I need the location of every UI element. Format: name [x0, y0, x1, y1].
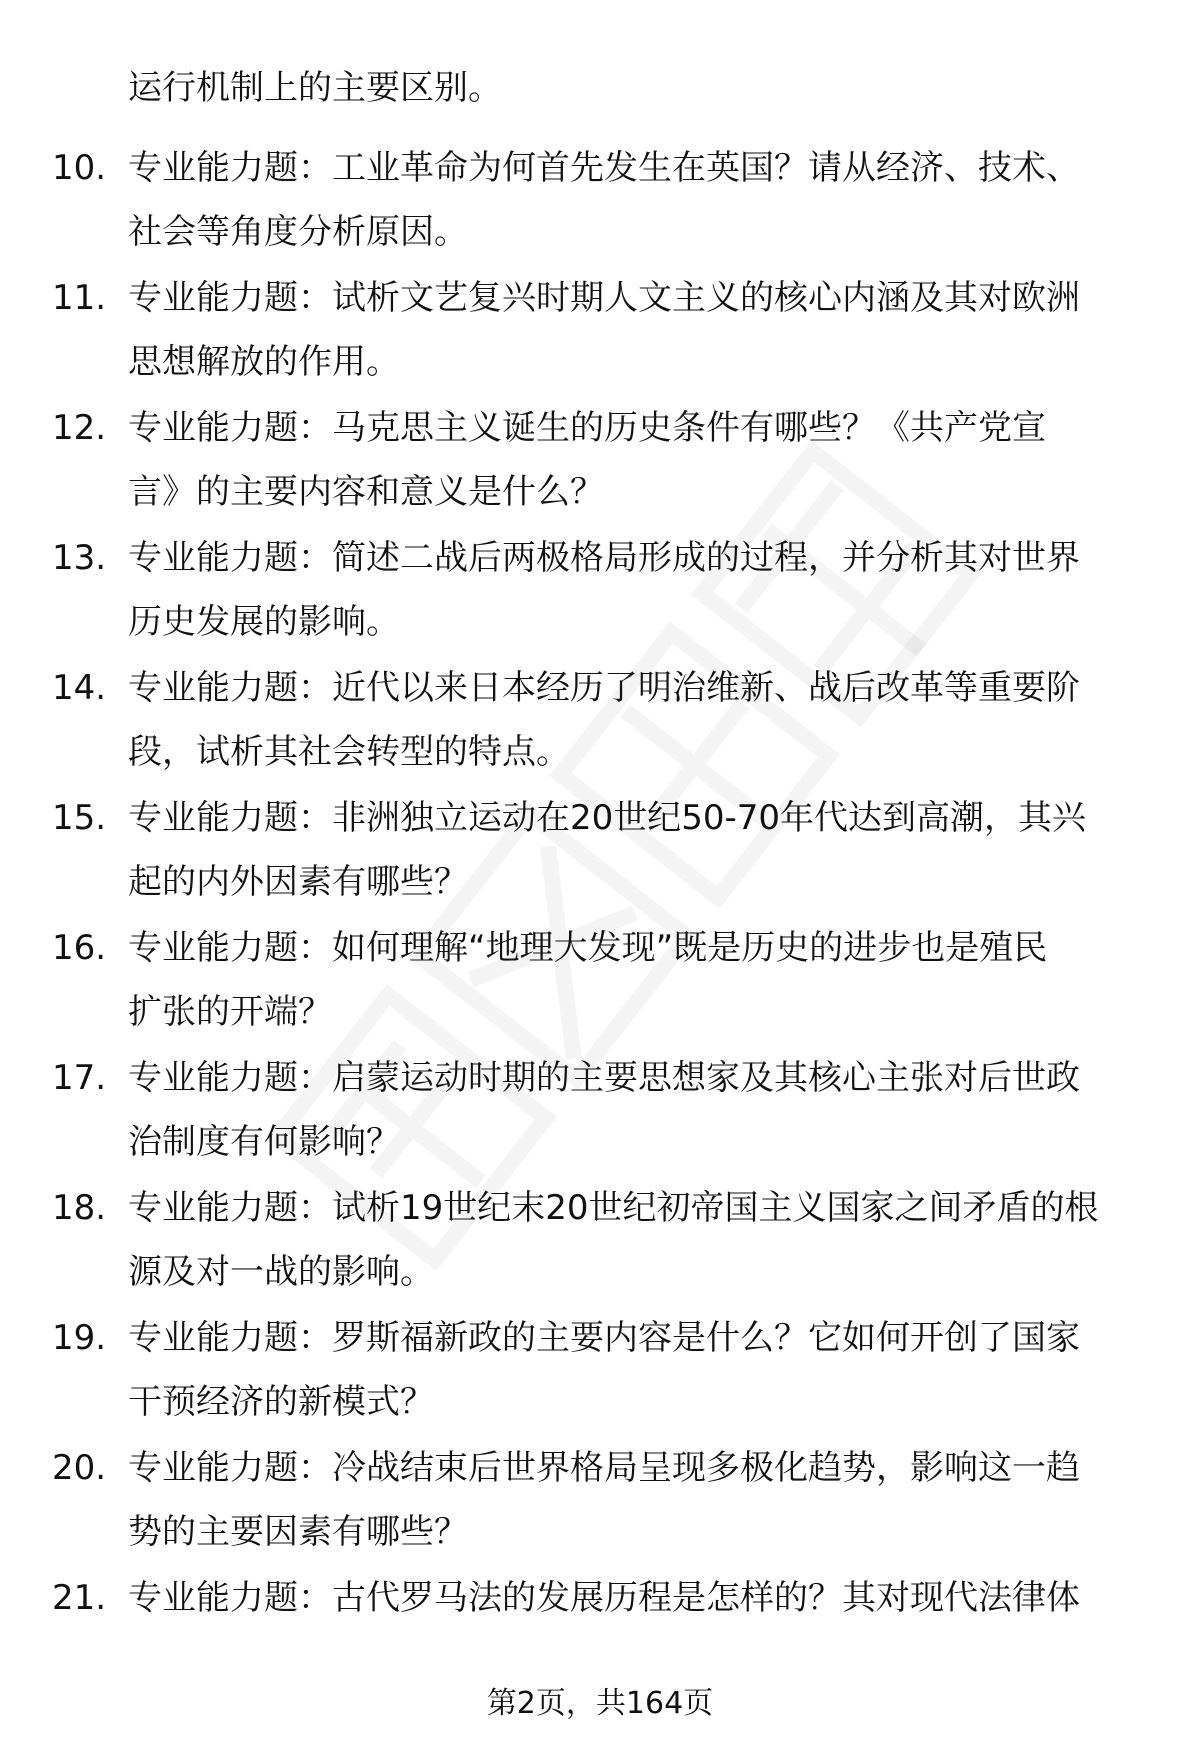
question-text — [128, 396, 1148, 524]
question-text-line: 言》的主要内容和意义是什么？ — [128, 472, 604, 512]
question-text — [128, 266, 1148, 394]
question-text — [128, 136, 1148, 264]
question-text-line: 思想解放的作用。 — [128, 342, 400, 382]
question-number: 12. — [52, 408, 107, 448]
question-text-line: 专业能力题：试析文艺复兴时期人文主义的核心内涵及其对欧洲 — [128, 278, 1080, 318]
question-text-line: 治制度有何影响？ — [128, 1122, 400, 1162]
question-list — [0, 136, 1200, 1696]
question-item — [0, 526, 1200, 656]
question-text-line: 专业能力题：近代以来日本经历了明治维新、战后改革等重要阶 — [128, 668, 1080, 708]
question-text — [128, 526, 1148, 654]
question-text-line: 专业能力题：罗斯福新政的主要内容是什么？它如何开创了国家 — [128, 1318, 1080, 1358]
question-text-line: 专业能力题：非洲独立运动在20世纪50-70年代达到高潮，其兴 — [128, 798, 1087, 838]
question-text-line: 专业能力题：工业革命为何首先发生在英国？请从经济、技术、 — [128, 148, 1080, 188]
question-text-line: 起的内外因素有哪些？ — [128, 862, 468, 902]
question-text — [128, 656, 1148, 784]
question-item — [0, 1566, 1200, 1696]
question-text-line: 干预经济的新模式？ — [128, 1382, 434, 1422]
question-text-line: 扩张的开端？ — [128, 992, 332, 1032]
question-number: 14. — [52, 668, 107, 708]
question-number: 20. — [52, 1448, 107, 1488]
question-text-line: 专业能力题：冷战结束后世界格局呈现多极化趋势，影响这一趋 — [128, 1448, 1080, 1488]
question-text-line: 源及对一战的影响。 — [128, 1252, 434, 1292]
question-item — [0, 1176, 1200, 1306]
question-text-line: 专业能力题：启蒙运动时期的主要思想家及其核心主张对后世政 — [128, 1058, 1080, 1098]
question-number: 16. — [52, 928, 107, 968]
question-text — [128, 1436, 1148, 1564]
question-item — [0, 1046, 1200, 1176]
question-number: 19. — [52, 1318, 107, 1358]
question-item — [0, 656, 1200, 786]
question-item — [0, 916, 1200, 1046]
question-number: 17. — [52, 1058, 107, 1098]
question-text — [128, 1566, 1148, 1630]
question-item — [0, 1436, 1200, 1566]
question-item — [0, 136, 1200, 266]
question-text-line: 专业能力题：简述二战后两极格局形成的过程，并分析其对世界 — [128, 538, 1080, 578]
page-number: 第2页，共164页 — [486, 1686, 714, 1721]
question-number: 21. — [52, 1578, 107, 1618]
question-item — [0, 396, 1200, 526]
question-text-line: 专业能力题：马克思主义诞生的历史条件有哪些？《共产党宣 — [128, 408, 1046, 448]
question-text-line: 社会等角度分析原因。 — [128, 212, 468, 252]
question-text — [128, 1046, 1148, 1174]
question-number: 15. — [52, 798, 107, 838]
question-text — [128, 786, 1148, 914]
question-text-line: 专业能力题：古代罗马法的发展历程是怎样的？其对现代法律体 — [128, 1578, 1080, 1618]
question-item — [0, 1306, 1200, 1436]
question-item — [0, 786, 1200, 916]
question-text-line: 专业能力题：如何理解“地理大发现”既是历史的进步也是殖民 — [128, 928, 1048, 968]
question-number: 13. — [52, 538, 107, 578]
question-number: 10. — [52, 148, 107, 188]
question-text-line: 历史发展的影响。 — [128, 602, 400, 642]
question-item — [0, 266, 1200, 396]
question-text — [128, 916, 1148, 1044]
question-text — [128, 1176, 1148, 1304]
question-text — [128, 1306, 1148, 1434]
question-number: 18. — [52, 1188, 107, 1228]
continued-question-text: 运行机制上的主要区别。 — [128, 68, 502, 108]
question-text-line: 专业能力题：试析19世纪末20世纪初帝国主义国家之间矛盾的根 — [128, 1188, 1099, 1228]
question-text-line: 势的主要因素有哪些？ — [128, 1512, 468, 1552]
question-number: 11. — [52, 278, 107, 318]
question-text-line: 段，试析其社会转型的特点。 — [128, 732, 570, 772]
